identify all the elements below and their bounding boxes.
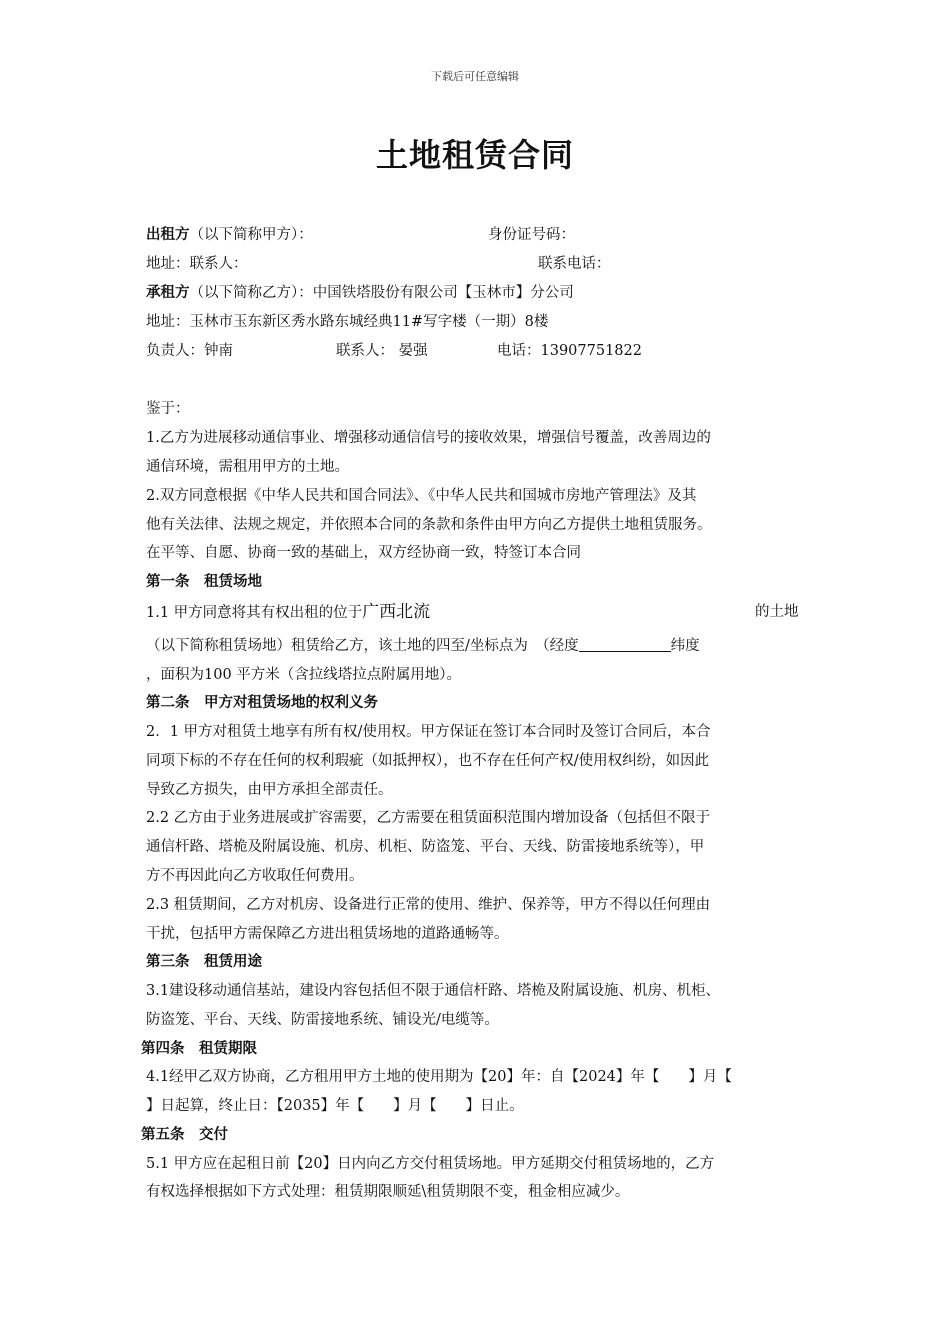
article3-c1-line2: 防盗笼、平台、天线、防雷接地系统、铺设光/电缆等。 (146, 1012, 499, 1028)
article2-c2-line2: 通信杆路、塔桅及附属设施、机房、机柜、防盗笼、平台、天线、防雷接地系统等），甲 (146, 839, 705, 855)
article3-heading: 第三条 租赁用途 (146, 953, 262, 970)
article4-c1-line2: 】日起算，终止日：【2035】年【 】月【 】日止。 (146, 1098, 524, 1114)
article5-c1-line2: 有权选择根据如下方式处理：租赁期限顺延\租赁期限不变，租金相应减少。 (146, 1184, 630, 1200)
article1-c1-suffix: 的土地 (755, 604, 799, 620)
preamble-p1-line2: 通信环境，需租用甲方的土地。 (146, 459, 349, 475)
lessor-line (146, 225, 313, 245)
article2-c3-line2: 干扰，包括甲方需保障乙方进出租赁场地的道路通畅等。 (146, 926, 509, 942)
article2-c1-line2: 同项下标的不存在任何的权利瑕疵（如抵押权），也不存在任何产权/使用权纠纷，如因此 (146, 753, 710, 769)
article1-c1-line3: ，面积为100 平方米（含拉线塔拉点附属用地）。 (146, 667, 462, 683)
article2-heading: 第二条 甲方对租赁场地的权利义务 (146, 694, 378, 711)
article1-c1-prefix: 1.1 甲方同意将其有权出租的位于 (146, 605, 363, 621)
preamble-p3: 在平等、自愿、协商一致的基础上，双方经协商一致，特签订本合同 (146, 545, 581, 561)
lessee-label: 承租方 (146, 284, 190, 301)
article5-heading: 第五条 交付 (141, 1126, 228, 1143)
article2-c3-line1: 2.3 租赁期间，乙方对机房、设备进行正常的使用、维护、保养等，甲方不得以任何理由 (146, 897, 711, 913)
article3-c1-line1: 3.1建设移动通信基站，建设内容包括但不限于通信杆路、塔桅及附属设施、机房、机柜、 (146, 983, 721, 999)
article2-c1-line1: 2．1 甲方对租赁土地享有所有权/使用权。甲方保证在签订本合同时及签订合同后，本合 (146, 724, 711, 740)
article5-c1-line1: 5.1 甲方应在起租日前【20】日内向乙方交付租赁场地。甲方延期交付租赁场地的，乙方 (146, 1156, 715, 1172)
preamble-p2-line1: 2.双方同意根据《中华人民共和国合同法》、《中华人民共和国城市房地产管理法》及其 (146, 488, 697, 504)
lessor-phone-label: 联系电话： (538, 256, 611, 272)
lessor-label-suffix: （以下简称甲方）： (189, 227, 313, 243)
article2-c1-line3: 导致乙方损失，由甲方承担全部责任。 (146, 782, 393, 798)
lessor-address-contact: 地址：联系人： (146, 256, 248, 272)
article4-c1-line1: 4.1经甲乙双方协商，乙方租用甲方土地的使用期为【20】年：自【2024】年【 】月【 (146, 1069, 732, 1085)
longitude-blank (579, 637, 671, 652)
preamble-whereas: 鉴于： (146, 401, 190, 417)
lessee-principal: 负责人：钟南 (146, 343, 233, 359)
article4-heading: 第四条 租赁期限 (141, 1040, 257, 1057)
lessee-line (146, 283, 574, 303)
article1-c1-line2 (146, 636, 700, 656)
article1-c1-line2-a: （以下简称租赁场地）租赁给乙方，该土地的四至/坐标点为 （经度 (146, 638, 579, 654)
lessee-address: 地址：玉林市玉东新区秀水路东城经典11#写字楼（一期）8楼 (146, 314, 549, 330)
lessor-label: 出租方 (146, 226, 190, 243)
preamble-p1-line1: 1.乙方为进展移动通信事业、增强移动通信信号的接收效果，增强信号覆盖，改善周边的 (146, 430, 711, 446)
article2-c2-line3: 方不再因此向乙方收取任何费用。 (146, 868, 364, 884)
page-title: 土地租赁合同 (375, 136, 574, 174)
article1-c1-location: 广西北流 (362, 602, 431, 622)
lessee-phone: 电话：13907751822 (497, 343, 642, 359)
lessee-label-suffix: （以下简称乙方）：中国铁塔股份有限公司【玉林市】分公司 (189, 285, 574, 301)
article1-c1-line2-b: 纬度 (670, 638, 700, 654)
lessee-contact: 联系人： 晏强 (336, 343, 428, 359)
header-note: 下载后可任意编辑 (431, 70, 519, 83)
lessor-id-label: 身份证号码： (488, 227, 575, 243)
preamble-p2-line2: 他有关法律、法规之规定，并依照本合同的条款和条件由甲方向乙方提供土地租赁服务。 (146, 517, 712, 533)
article2-c2-line1: 2.2 乙方由于业务进展或扩容需要，乙方需要在租赁面积范围内增加设备（包括但不限于 (146, 810, 711, 826)
article1-c1-line1 (146, 602, 430, 623)
article1-heading: 第一条 租赁场地 (146, 573, 262, 590)
